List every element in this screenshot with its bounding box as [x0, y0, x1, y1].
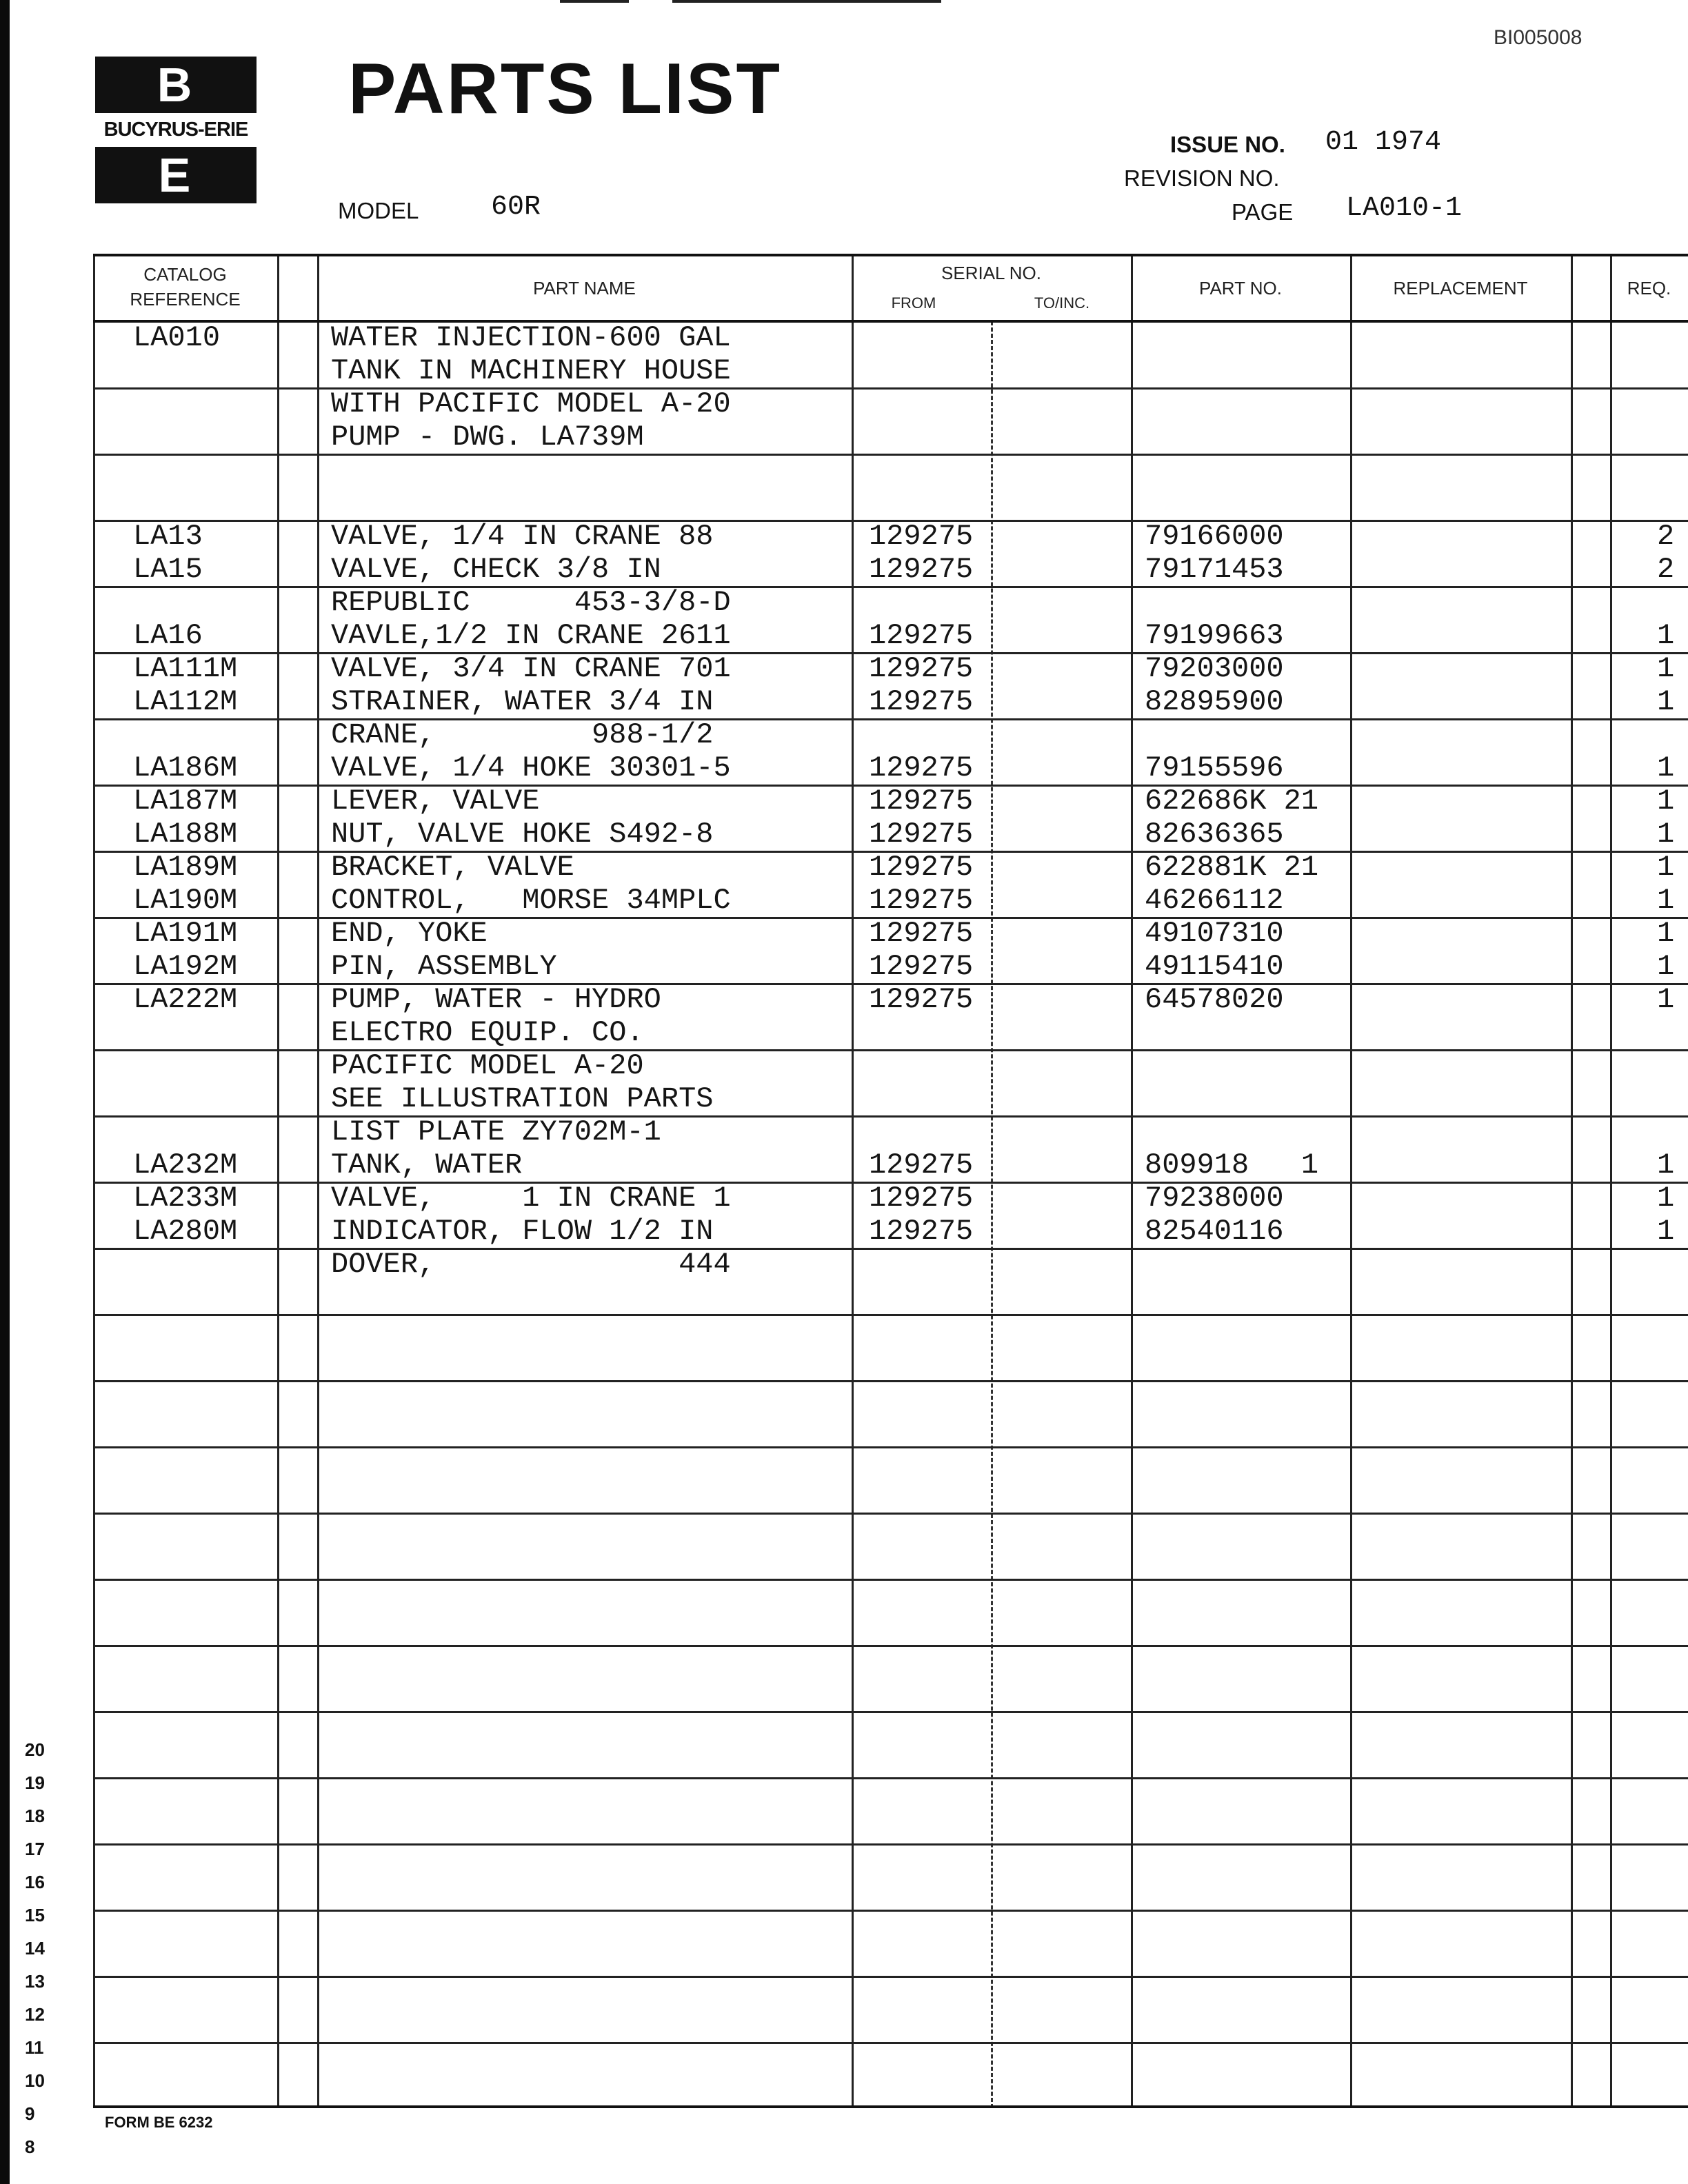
- serial-from: 129275: [869, 917, 974, 950]
- catalog-reference: LA111M: [133, 652, 238, 685]
- table-row: [93, 1149, 1688, 1182]
- margin-number: 18: [25, 1806, 45, 1826]
- catalog-reference: LA187M: [133, 785, 238, 818]
- quantity-required: 1: [1657, 1149, 1675, 1182]
- quantity-required: 1: [1657, 950, 1675, 983]
- part-name: VALVE, CHECK 3/8 IN: [331, 553, 661, 586]
- table-row: [93, 1182, 1688, 1215]
- margin-number: 10: [25, 2070, 45, 2091]
- quantity-required: 1: [1657, 917, 1675, 950]
- table-row: [93, 586, 1688, 619]
- table-row: [93, 652, 1688, 685]
- row-rule: [93, 1910, 1688, 1912]
- part-name: WATER INJECTION-600 GAL: [331, 321, 731, 354]
- part-number: 622686K 21: [1145, 785, 1319, 818]
- issue-label: ISSUE NO.: [1170, 132, 1285, 157]
- table-row: [93, 619, 1688, 652]
- table-row: [93, 1248, 1688, 1281]
- part-number: 64578020: [1145, 983, 1284, 1016]
- quantity-required: 1: [1657, 751, 1675, 785]
- catalog-reference: LA186M: [133, 751, 238, 785]
- catalog-reference: LA13: [133, 520, 203, 553]
- part-name: CONTROL, MORSE 34MPLC: [331, 884, 731, 917]
- row-rule: [93, 2042, 1688, 2044]
- part-number: 82895900: [1145, 685, 1284, 718]
- part-number: 49107310: [1145, 917, 1284, 950]
- part-name: NUT, VALVE HOKE S492-8: [331, 818, 714, 851]
- part-name: SEE ILLUSTRATION PARTS: [331, 1082, 714, 1115]
- page-value: LA010-1: [1346, 193, 1463, 224]
- page-title: PARTS LIST: [348, 49, 782, 129]
- header-serial-to: TO/INC.: [1034, 294, 1090, 312]
- header-part-no: PART NO.: [1199, 278, 1282, 299]
- part-name: ELECTRO EQUIP. CO.: [331, 1016, 644, 1049]
- part-number: 49115410: [1145, 950, 1284, 983]
- table-row: [93, 421, 1688, 454]
- quantity-required: 1: [1657, 652, 1675, 685]
- serial-from: 129275: [869, 1149, 974, 1182]
- table-row: [93, 1115, 1688, 1149]
- quantity-required: 1: [1657, 818, 1675, 851]
- part-name: VALVE, 1/4 IN CRANE 88: [331, 520, 714, 553]
- scan-top-mark: [672, 0, 941, 3]
- quantity-required: 1: [1657, 884, 1675, 917]
- table-row: [93, 685, 1688, 718]
- part-name: BRACKET, VALVE: [331, 851, 574, 884]
- table-row: [93, 884, 1688, 917]
- page-label: PAGE: [1232, 199, 1294, 225]
- header-serial-no: SERIAL NO.: [941, 263, 1041, 283]
- model-label: MODEL: [338, 198, 419, 223]
- table-row: [93, 818, 1688, 851]
- serial-from: 129275: [869, 685, 974, 718]
- serial-from: 129275: [869, 1182, 974, 1215]
- parts-table: [93, 254, 1688, 2108]
- table-row: [93, 917, 1688, 950]
- part-number: 79171453: [1145, 553, 1284, 586]
- part-number: 79166000: [1145, 520, 1284, 553]
- header-replacement: REPLACEMENT: [1393, 278, 1528, 299]
- table-top-rule: [93, 254, 1688, 256]
- table-row: [93, 1082, 1688, 1115]
- table-bottom-rule: [93, 2105, 1688, 2108]
- part-number: 79238000: [1145, 1182, 1284, 1215]
- catalog-reference: LA188M: [133, 818, 238, 851]
- part-name: VAVLE,1/2 IN CRANE 2611: [331, 619, 731, 652]
- part-name: WITH PACIFIC MODEL A-20: [331, 387, 731, 421]
- part-number: 79199663: [1145, 619, 1284, 652]
- quantity-required: 1: [1657, 983, 1675, 1016]
- issue-value: 01 1974: [1325, 127, 1442, 158]
- serial-from: 129275: [869, 1215, 974, 1248]
- row-rule: [93, 1976, 1688, 1978]
- table-row: [93, 553, 1688, 586]
- quantity-required: 2: [1657, 520, 1675, 553]
- margin-line-numbers: [25, 1733, 45, 2163]
- part-number: 82540116: [1145, 1215, 1284, 1248]
- catalog-reference: LA010: [133, 321, 221, 354]
- quantity-required: 2: [1657, 553, 1675, 586]
- table-row: [93, 354, 1688, 387]
- header-catalog-line1: CATALOG: [143, 264, 227, 285]
- part-number: 622881K 21: [1145, 851, 1319, 884]
- header-part-name: PART NAME: [533, 278, 636, 299]
- serial-from: 129275: [869, 553, 974, 586]
- part-name: PUMP - DWG. LA739M: [331, 421, 644, 454]
- margin-number: 14: [25, 1938, 45, 1959]
- part-name: VALVE, 3/4 IN CRANE 701: [331, 652, 731, 685]
- table-row: [93, 1016, 1688, 1049]
- catalog-reference: LA191M: [133, 917, 238, 950]
- catalog-reference: LA222M: [133, 983, 238, 1016]
- header-catalog-reference: [93, 262, 277, 312]
- logo-company-name: BUCYRUS-ERIE: [103, 119, 248, 141]
- serial-from: 129275: [869, 652, 974, 685]
- margin-number: 8: [25, 2136, 35, 2157]
- row-rule: [93, 1579, 1688, 1581]
- part-name: REPUBLIC 453-3/8-D: [331, 586, 731, 619]
- part-name: VALVE, 1 IN CRANE 1: [331, 1182, 731, 1215]
- logo-bottom-block: E: [95, 147, 257, 203]
- serial-from: 129275: [869, 851, 974, 884]
- row-rule: [93, 1314, 1688, 1316]
- catalog-reference: LA192M: [133, 950, 238, 983]
- part-name: TANK, WATER: [331, 1149, 523, 1182]
- quantity-required: 1: [1657, 851, 1675, 884]
- quantity-required: 1: [1657, 619, 1675, 652]
- scan-left-edge: [0, 0, 10, 2184]
- header-req: REQ.: [1627, 278, 1671, 299]
- serial-from: 129275: [869, 818, 974, 851]
- row-rule: [93, 1446, 1688, 1448]
- catalog-reference: LA190M: [133, 884, 238, 917]
- serial-from: 129275: [869, 751, 974, 785]
- catalog-reference: LA15: [133, 553, 203, 586]
- part-number: 79203000: [1145, 652, 1284, 685]
- table-row: [93, 851, 1688, 884]
- quantity-required: 1: [1657, 685, 1675, 718]
- scan-top-mark: [560, 0, 629, 3]
- table-row: [93, 387, 1688, 421]
- model-value: 60R: [491, 192, 541, 223]
- quantity-required: 1: [1657, 1215, 1675, 1248]
- table-row: [93, 751, 1688, 785]
- part-name: PACIFIC MODEL A-20: [331, 1049, 644, 1082]
- margin-number: 15: [25, 1905, 45, 1925]
- part-name: INDICATOR, FLOW 1/2 IN: [331, 1215, 714, 1248]
- margin-number: 11: [25, 2037, 44, 2058]
- part-name: PUMP, WATER - HYDRO: [331, 983, 661, 1016]
- catalog-reference: LA189M: [133, 851, 238, 884]
- margin-number: 9: [25, 2103, 35, 2124]
- table-row: [93, 950, 1688, 983]
- part-name: END, YOKE: [331, 917, 488, 950]
- row-rule: [93, 1380, 1688, 1382]
- margin-number: 12: [25, 2004, 45, 2025]
- part-number: 46266112: [1145, 884, 1284, 917]
- table-row: [93, 718, 1688, 751]
- serial-from: 129275: [869, 785, 974, 818]
- header-serial-from: FROM: [891, 294, 936, 312]
- table-row: [93, 321, 1688, 354]
- part-name: STRAINER, WATER 3/4 IN: [331, 685, 714, 718]
- revision-label: REVISION NO.: [1124, 165, 1280, 191]
- margin-number: 19: [25, 1772, 45, 1793]
- part-name: PIN, ASSEMBLY: [331, 950, 557, 983]
- serial-from: 129275: [869, 884, 974, 917]
- row-rule: [93, 1645, 1688, 1647]
- catalog-reference: LA112M: [133, 685, 238, 718]
- margin-number: 17: [25, 1839, 45, 1859]
- serial-from: 129275: [869, 520, 974, 553]
- serial-from: 129275: [869, 983, 974, 1016]
- part-name: VALVE, 1/4 HOKE 30301-5: [331, 751, 731, 785]
- catalog-reference: LA280M: [133, 1215, 238, 1248]
- part-number: 79155596: [1145, 751, 1284, 785]
- quantity-required: 1: [1657, 785, 1675, 818]
- catalog-reference: LA233M: [133, 1182, 238, 1215]
- row-rule: [93, 454, 1688, 456]
- table-row: [93, 983, 1688, 1016]
- table-row: [93, 520, 1688, 553]
- row-rule: [93, 1777, 1688, 1779]
- row-rule: [93, 1711, 1688, 1713]
- part-name: LEVER, VALVE: [331, 785, 540, 818]
- table-row: [93, 1215, 1688, 1248]
- document-id: BI005008: [1494, 26, 1582, 49]
- quantity-required: 1: [1657, 1182, 1675, 1215]
- row-rule: [93, 1843, 1688, 1846]
- header-catalog-line2: REFERENCE: [130, 289, 241, 310]
- table-row: [93, 1049, 1688, 1082]
- part-number: 809918 1: [1145, 1149, 1319, 1182]
- serial-from: 129275: [869, 619, 974, 652]
- serial-from: 129275: [869, 950, 974, 983]
- bucyrus-erie-logo: [95, 57, 257, 203]
- catalog-reference: LA16: [133, 619, 203, 652]
- logo-top-block: B: [95, 57, 257, 113]
- part-name: LIST PLATE ZY702M-1: [331, 1115, 661, 1149]
- table-row: [93, 785, 1688, 818]
- part-number: 82636365: [1145, 818, 1284, 851]
- part-name: CRANE, 988-1/2: [331, 718, 714, 751]
- margin-number: 16: [25, 1872, 45, 1892]
- margin-number: 20: [25, 1739, 45, 1760]
- part-name: TANK IN MACHINERY HOUSE: [331, 354, 731, 387]
- row-rule: [93, 1513, 1688, 1515]
- margin-number: 13: [25, 1971, 45, 1992]
- part-name: DOVER, 444: [331, 1248, 731, 1281]
- catalog-reference: LA232M: [133, 1149, 238, 1182]
- form-number: FORM BE 6232: [105, 2114, 213, 2131]
